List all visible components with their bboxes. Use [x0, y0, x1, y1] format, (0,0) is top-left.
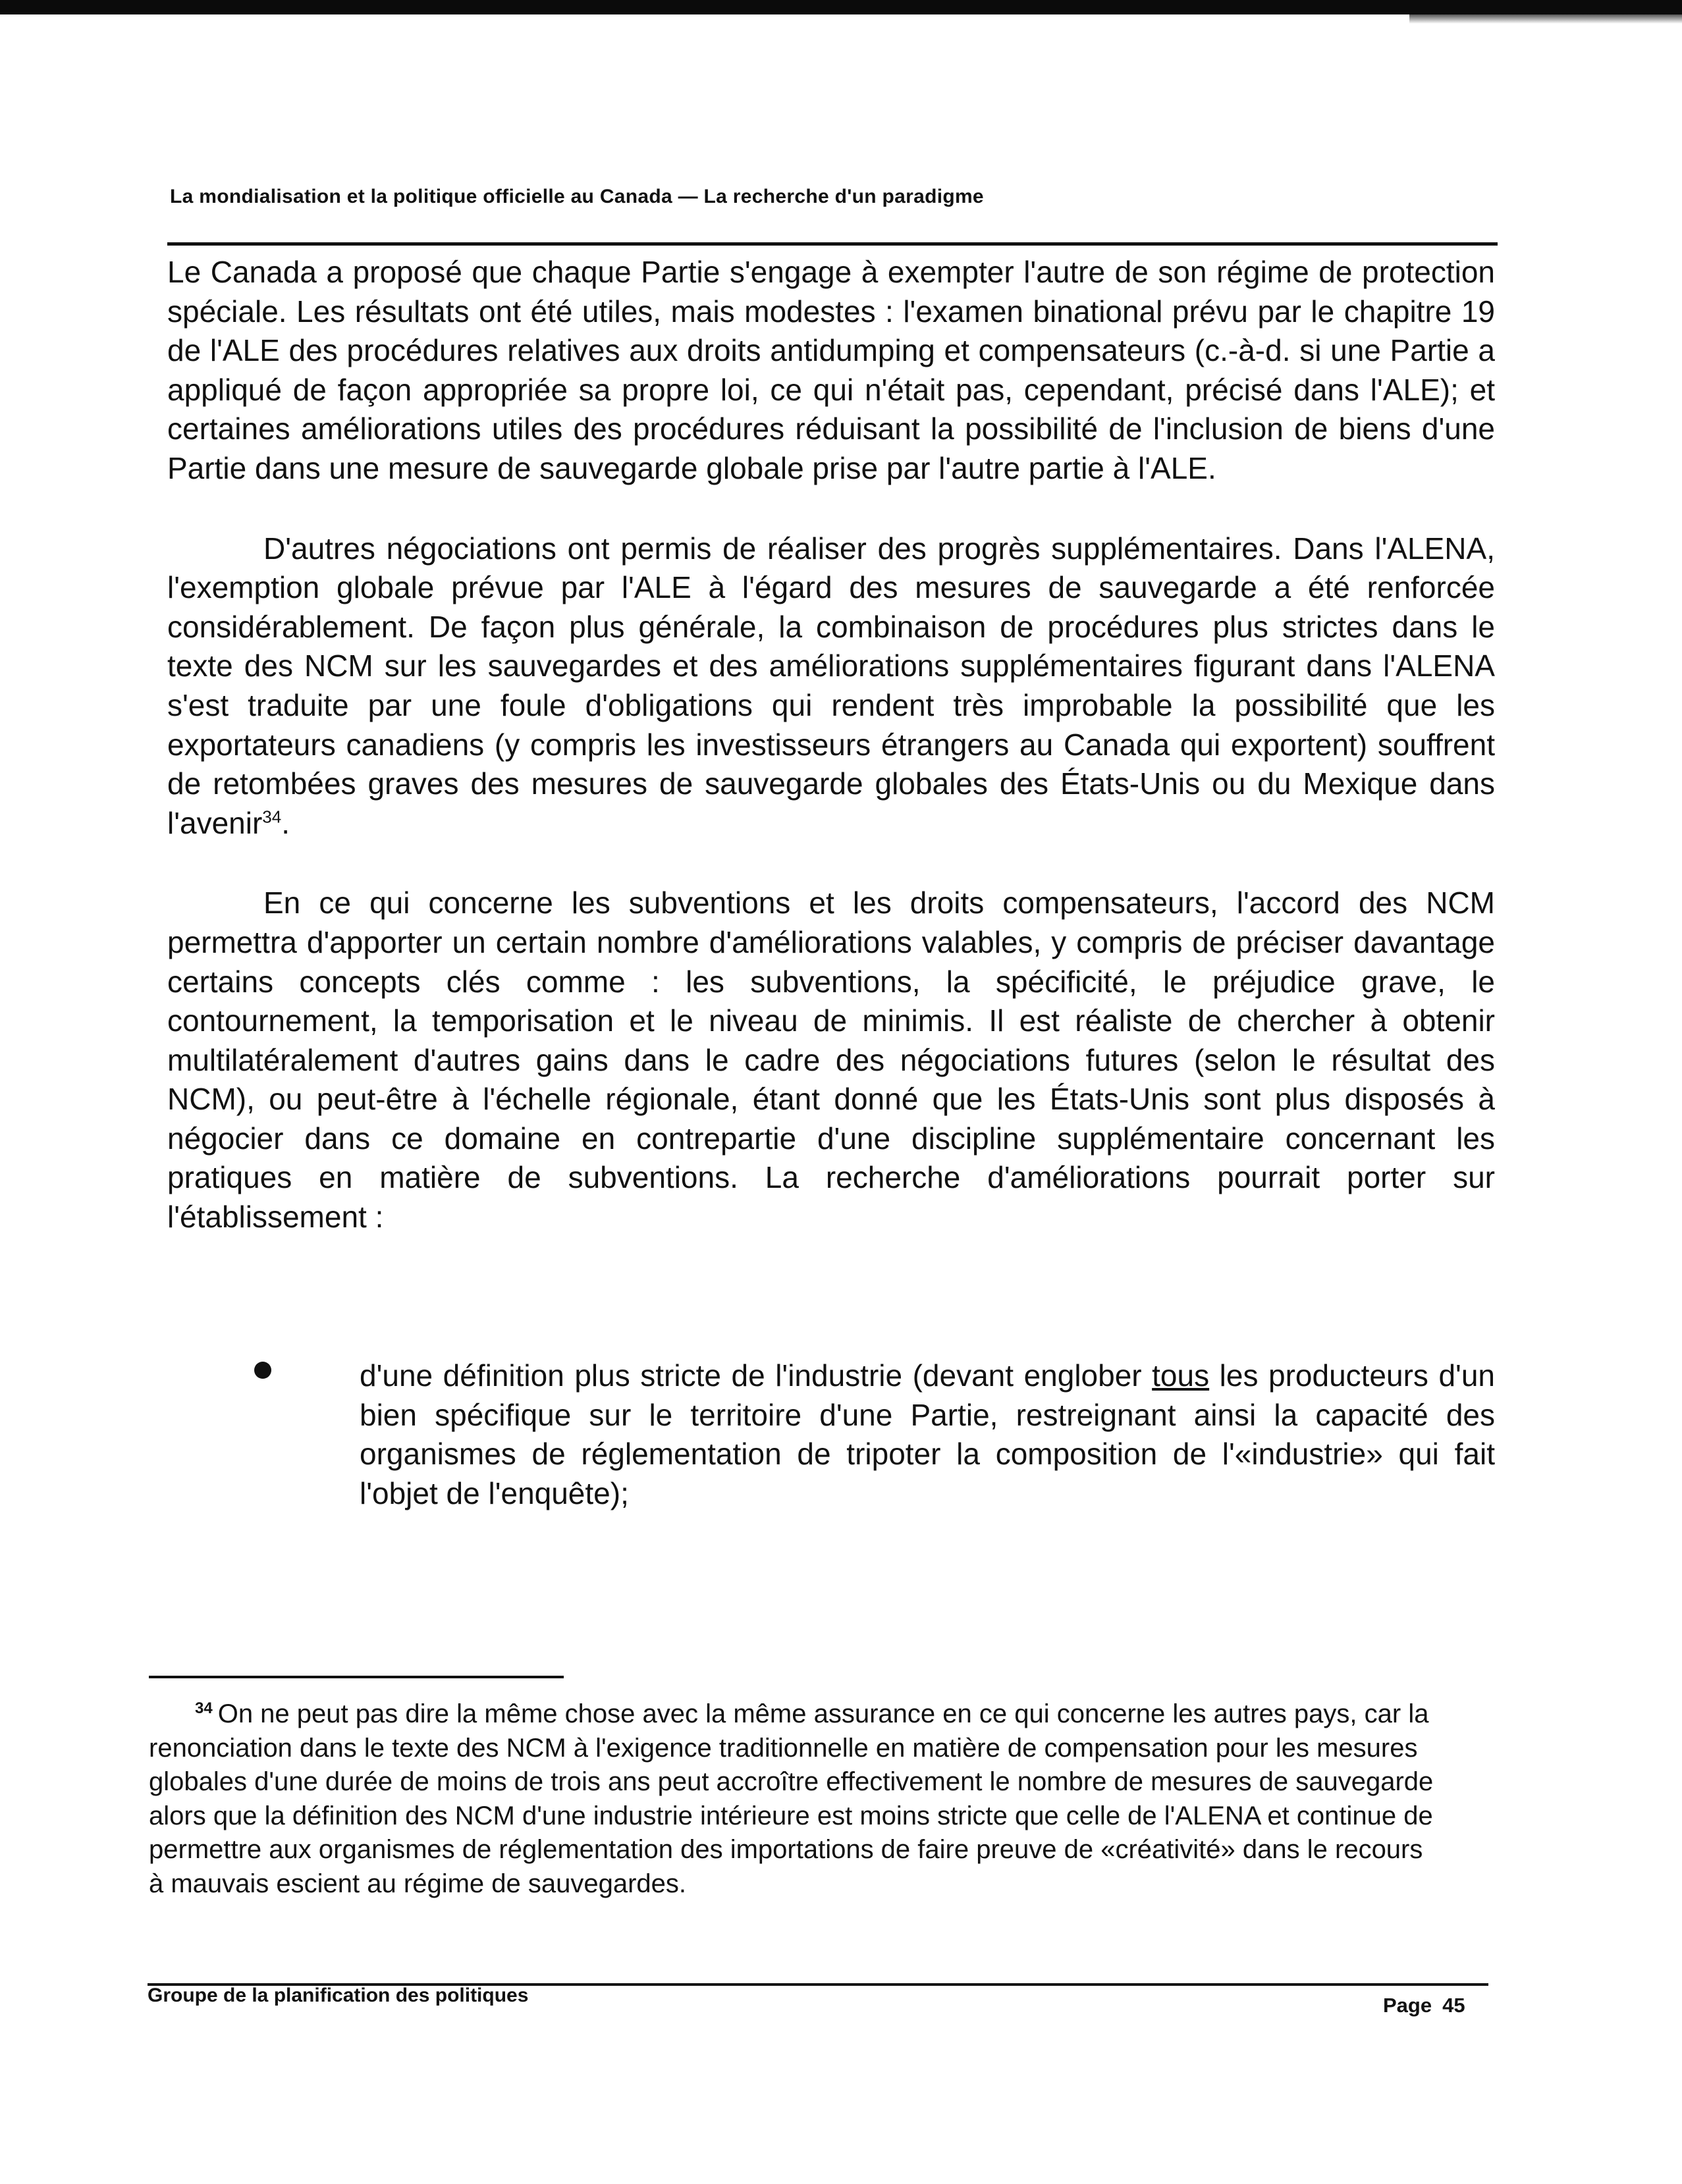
bullet-text-before: d'une définition plus stricte de l'industrie (devant englober — [360, 1358, 1153, 1393]
paragraph-1: Le Canada a proposé que chaque Partie s'engage à exempter l'autre de son régime de protection spéciale. Les résultats ont été utiles, mais modestes : l'examen binational prévu par le chapitre 19 de l'ALE des procédures relatives aux droits antidumping et compensateurs (c.-à-d. si une Partie a appliqué de façon appropriée sa propre loi, ce qui n'était pas, cependant, précisé dans l'ALE); et certaines améliorations utiles des procédures réduisant la possibilité de l'inclusion de biens d'une Partie dans une mesure de sauvegarde globale prise par l'autre partie à l'ALE. — [167, 255, 1495, 485]
footnote — [149, 1697, 1440, 1901]
body-text — [167, 253, 1495, 1237]
paragraph-3: En ce qui concerne les subventions et les droits compensateurs, l'accord des NCM permettra d'apporter un certain nombre d'améliorations valables, y compris de préciser davantage certains concepts clés comme : les subventions, la spécificité, le préjudice grave, le contournement, la temporisation et le niveau de minimis. Il est réaliste de chercher à obtenir multilatéralement d'autres gains dans le cadre des négociations futures (selon le résultat des NCM), ou peut-être à l'échelle régionale, étant donné que les États-Unis sont plus disposés à négocier dans ce domaine en contrepartie d'une discipline supplémentaire concernant les pratiques en matière de subventions. La recherche d'améliorations pourrait porter sur l'établissement : — [167, 886, 1495, 1235]
footer-organization: Groupe de la planification des politiques — [148, 1984, 529, 2006]
footnote-reference[interactable]: 34 — [262, 807, 282, 827]
footnote-number: 34 — [195, 1699, 213, 1717]
paragraph-2-period: . — [281, 805, 290, 840]
paragraph-2 — [167, 529, 1495, 843]
bullet-list-item — [167, 1356, 1495, 1513]
footnote-rule — [149, 1676, 564, 1678]
bullet-text — [360, 1356, 1495, 1513]
running-header: La mondialisation et la politique officielle au Canada — La recherche d'un paradigme — [170, 186, 984, 207]
header-rule — [167, 242, 1498, 246]
bullet-text-after: les producteurs d'un bien spécifique sur le territoire d'une Partie, restreignant ainsi la capacité des organismes de réglementation de tripoter la composition de l'«industrie» qui fait l'objet de l'enquête); — [360, 1358, 1495, 1510]
bullet-underlined-word: tous — [1152, 1358, 1210, 1393]
footnote-text: On ne peut pas dire la même chose avec la même assurance en ce qui concerne les autres pays, car la renonciation dans le texte des NCM à l'exigence traditionnelle en matière de compensation pour les mesures globales d'une durée de moins de trois ans peut accroître effectivement le nombre de mesures de sauvegarde alors que la définition des NCM d'une industrie intérieure est moins stricte que celle de l'ALENA et continue de permettre aux organismes de réglementation des importations de faire preuve de «créativité» dans le recours à mauvais escient au régime de sauvegardes. — [149, 1699, 1434, 1898]
page-label: Page — [1383, 1994, 1432, 2017]
page-number-value: 45 — [1442, 1994, 1465, 2017]
paragraph-2-text: D'autres négociations ont permis de réaliser des progrès supplémentaires. Dans l'ALENA, l'exemption globale prévue par l'ALE à l'égard des mesures de sauvegarde a été renforcée considérablement. De façon plus générale, la combinaison de procédures plus strictes dans le texte des NCM sur les sauvegardes et des améliorations supplémentaires figurant dans l'ALENA s'est traduite par une foule d'obligations qui rendent très improbable la possibilité que les exportateurs canadiens (y compris les investisseurs étrangers au Canada qui exportent) souffrent de retombées graves des mesures de sauvegarde globales des États-Unis ou du Mexique dans l'avenir — [167, 531, 1495, 840]
page-number — [1383, 1994, 1465, 2017]
bullet-icon — [254, 1362, 271, 1379]
